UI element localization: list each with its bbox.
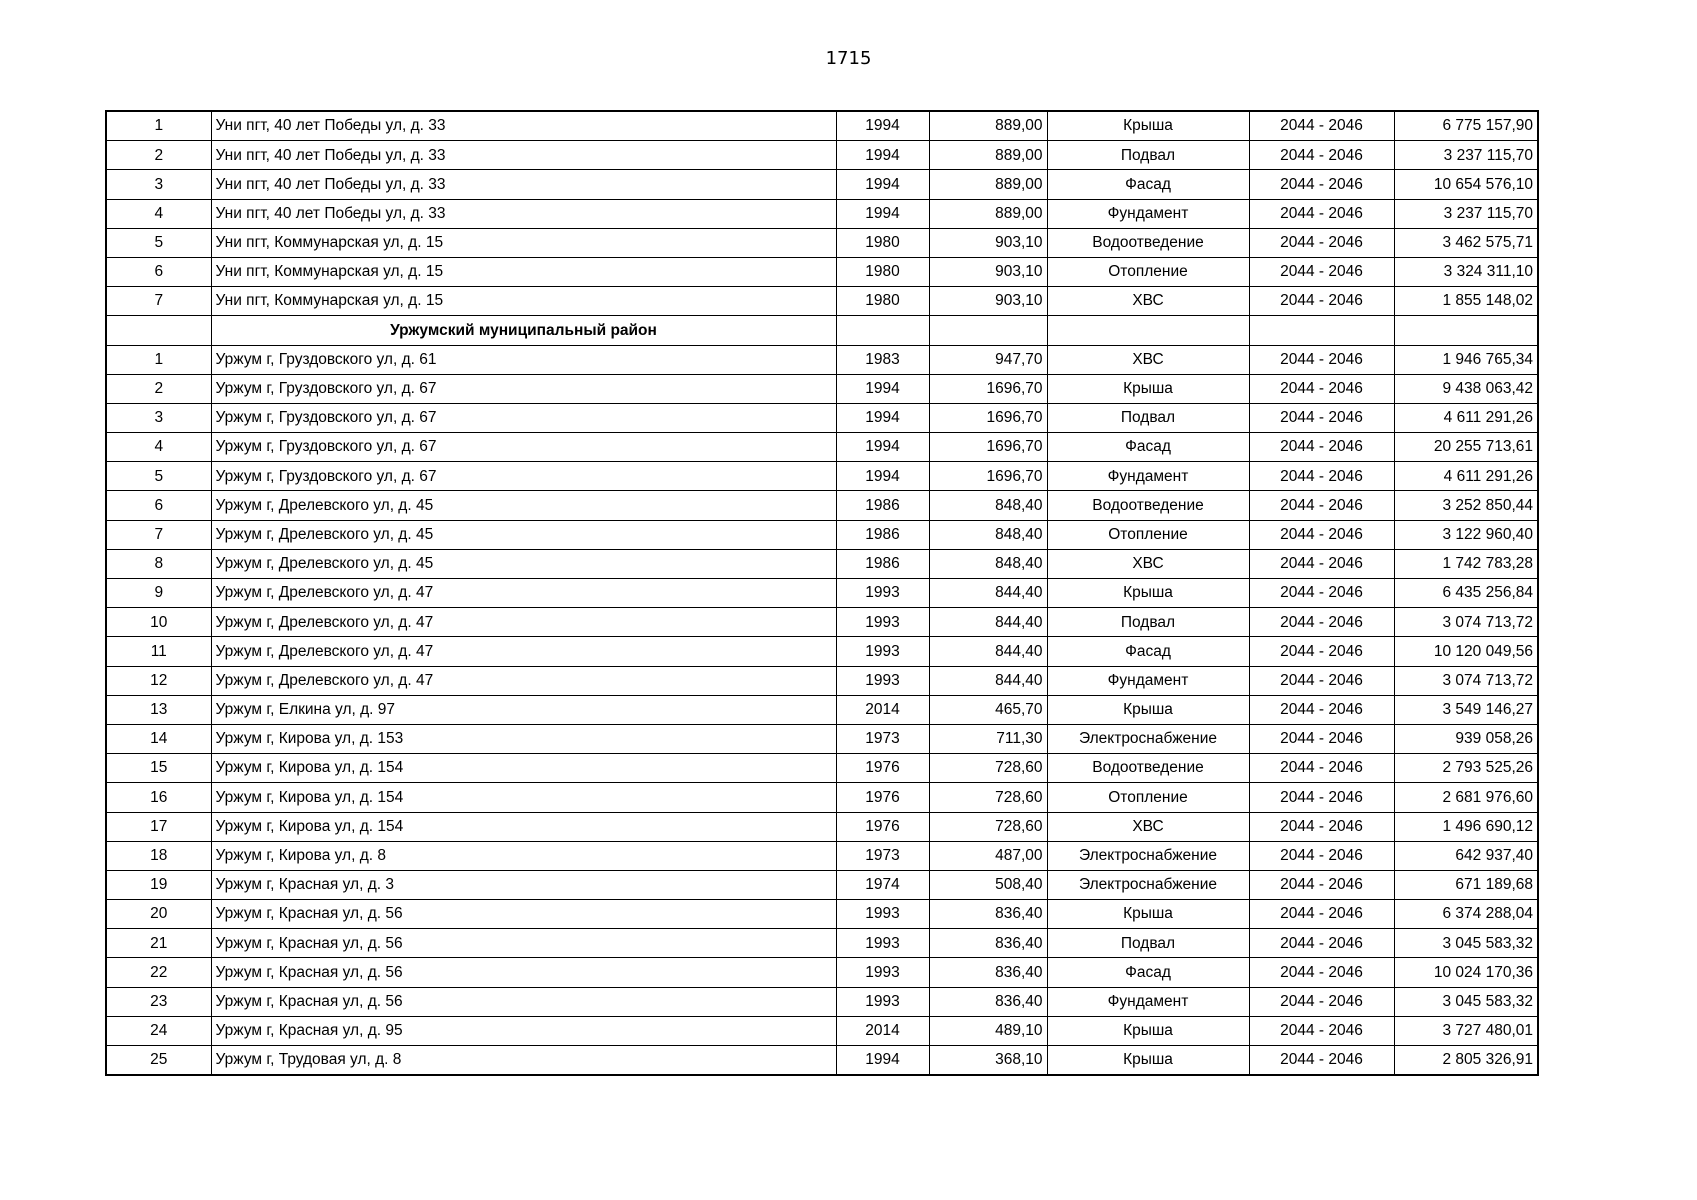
work-type-cell: Крыша — [1047, 1016, 1249, 1045]
work-type-cell: Фасад — [1047, 170, 1249, 199]
table-row — [106, 345, 1538, 374]
year-built-cell: 1994 — [836, 374, 929, 403]
period-cell: 2044 - 2046 — [1249, 900, 1394, 929]
table-row — [106, 958, 1538, 987]
work-type-cell: Фасад — [1047, 958, 1249, 987]
cost-cell: 6 775 157,90 — [1394, 111, 1538, 141]
table-row — [106, 812, 1538, 841]
row-number-cell: 17 — [106, 812, 211, 841]
area-cell: 711,30 — [929, 724, 1047, 753]
area-cell: 844,40 — [929, 666, 1047, 695]
table-row — [106, 754, 1538, 783]
area-cell: 836,40 — [929, 900, 1047, 929]
year-built-cell: 1980 — [836, 287, 929, 316]
period-cell: 2044 - 2046 — [1249, 695, 1394, 724]
area-cell: 1696,70 — [929, 403, 1047, 432]
year-built-cell: 1993 — [836, 579, 929, 608]
row-number-cell: 20 — [106, 900, 211, 929]
work-type-cell: ХВС — [1047, 549, 1249, 578]
area-cell: 368,10 — [929, 1046, 1047, 1076]
year-built-cell: 1983 — [836, 345, 929, 374]
row-number-cell: 3 — [106, 403, 211, 432]
year-built-cell: 1986 — [836, 520, 929, 549]
work-type-cell: Крыша — [1047, 1046, 1249, 1076]
row-number-cell — [106, 316, 211, 345]
period-cell — [1249, 316, 1394, 345]
section-title: Уржумский муниципальный район — [211, 316, 836, 345]
year-built-cell: 1973 — [836, 841, 929, 870]
address-cell: Уржум г, Кирова ул, д. 153 — [211, 724, 836, 753]
work-type-cell: Электроснабжение — [1047, 724, 1249, 753]
row-number-cell: 8 — [106, 549, 211, 578]
year-built-cell: 1976 — [836, 812, 929, 841]
area-cell: 889,00 — [929, 141, 1047, 170]
area-cell: 889,00 — [929, 199, 1047, 228]
year-built-cell: 1994 — [836, 170, 929, 199]
work-type-cell: Крыша — [1047, 900, 1249, 929]
year-built-cell: 1993 — [836, 666, 929, 695]
cost-cell: 4 611 291,26 — [1394, 462, 1538, 491]
area-cell: 1696,70 — [929, 433, 1047, 462]
year-built-cell: 1980 — [836, 228, 929, 257]
cost-cell: 2 805 326,91 — [1394, 1046, 1538, 1076]
table-row — [106, 433, 1538, 462]
address-cell: Уржум г, Красная ул, д. 56 — [211, 958, 836, 987]
table-row — [106, 287, 1538, 316]
work-type-cell: Фундамент — [1047, 987, 1249, 1016]
address-cell: Уржум г, Кирова ул, д. 8 — [211, 841, 836, 870]
address-cell: Уни пгт, 40 лет Победы ул, д. 33 — [211, 170, 836, 199]
work-type-cell: ХВС — [1047, 345, 1249, 374]
row-number-cell: 9 — [106, 579, 211, 608]
row-number-cell: 5 — [106, 228, 211, 257]
work-type-cell: Водоотведение — [1047, 754, 1249, 783]
table-row — [106, 666, 1538, 695]
period-cell: 2044 - 2046 — [1249, 637, 1394, 666]
area-cell: 489,10 — [929, 1016, 1047, 1045]
area-cell: 844,40 — [929, 579, 1047, 608]
address-cell: Уржум г, Груздовского ул, д. 67 — [211, 433, 836, 462]
address-cell: Уржум г, Красная ул, д. 56 — [211, 900, 836, 929]
work-type-cell: Подвал — [1047, 929, 1249, 958]
table-row — [106, 608, 1538, 637]
work-type-cell: Водоотведение — [1047, 491, 1249, 520]
address-cell: Уржум г, Кирова ул, д. 154 — [211, 754, 836, 783]
period-cell: 2044 - 2046 — [1249, 345, 1394, 374]
cost-cell: 3 549 146,27 — [1394, 695, 1538, 724]
cost-cell: 3 462 575,71 — [1394, 228, 1538, 257]
row-number-cell: 18 — [106, 841, 211, 870]
section-row — [106, 316, 1538, 345]
period-cell: 2044 - 2046 — [1249, 666, 1394, 695]
address-cell: Уни пгт, 40 лет Победы ул, д. 33 — [211, 199, 836, 228]
work-type-cell: Водоотведение — [1047, 228, 1249, 257]
work-type-cell: Электроснабжение — [1047, 870, 1249, 899]
row-number-cell: 13 — [106, 695, 211, 724]
cost-cell: 10 024 170,36 — [1394, 958, 1538, 987]
work-type-cell: Фасад — [1047, 637, 1249, 666]
table-row — [106, 111, 1538, 141]
area-cell: 903,10 — [929, 228, 1047, 257]
area-cell: 844,40 — [929, 608, 1047, 637]
period-cell: 2044 - 2046 — [1249, 608, 1394, 637]
table-row — [106, 549, 1538, 578]
work-type-cell — [1047, 316, 1249, 345]
table-row — [106, 520, 1538, 549]
year-built-cell: 1993 — [836, 929, 929, 958]
address-cell: Уржум г, Дрелевского ул, д. 47 — [211, 608, 836, 637]
table-row — [106, 783, 1538, 812]
period-cell: 2044 - 2046 — [1249, 754, 1394, 783]
address-cell: Уни пгт, Коммунарская ул, д. 15 — [211, 257, 836, 286]
address-cell: Уни пгт, Коммунарская ул, д. 15 — [211, 228, 836, 257]
area-cell: 903,10 — [929, 257, 1047, 286]
period-cell: 2044 - 2046 — [1249, 870, 1394, 899]
row-number-cell: 12 — [106, 666, 211, 695]
table-row — [106, 374, 1538, 403]
period-cell: 2044 - 2046 — [1249, 199, 1394, 228]
address-cell: Уржум г, Елкина ул, д. 97 — [211, 695, 836, 724]
period-cell: 2044 - 2046 — [1249, 520, 1394, 549]
cost-cell: 1 946 765,34 — [1394, 345, 1538, 374]
table-row — [106, 929, 1538, 958]
address-cell: Уржум г, Дрелевского ул, д. 47 — [211, 637, 836, 666]
work-type-cell: Фундамент — [1047, 199, 1249, 228]
period-cell: 2044 - 2046 — [1249, 141, 1394, 170]
period-cell: 2044 - 2046 — [1249, 462, 1394, 491]
row-number-cell: 10 — [106, 608, 211, 637]
address-cell: Уржум г, Груздовского ул, д. 67 — [211, 374, 836, 403]
table-row — [106, 841, 1538, 870]
period-cell: 2044 - 2046 — [1249, 403, 1394, 432]
area-cell: 465,70 — [929, 695, 1047, 724]
period-cell: 2044 - 2046 — [1249, 958, 1394, 987]
area-cell: 947,70 — [929, 345, 1047, 374]
cost-cell: 3 045 583,32 — [1394, 929, 1538, 958]
year-built-cell: 1973 — [836, 724, 929, 753]
table-row — [106, 1016, 1538, 1045]
period-cell: 2044 - 2046 — [1249, 287, 1394, 316]
cost-cell: 6 374 288,04 — [1394, 900, 1538, 929]
period-cell: 2044 - 2046 — [1249, 783, 1394, 812]
table-row — [106, 579, 1538, 608]
address-cell: Уржум г, Дрелевского ул, д. 45 — [211, 520, 836, 549]
row-number-cell: 5 — [106, 462, 211, 491]
year-built-cell: 1993 — [836, 637, 929, 666]
area-cell: 1696,70 — [929, 374, 1047, 403]
area-cell: 848,40 — [929, 491, 1047, 520]
year-built-cell: 1986 — [836, 549, 929, 578]
period-cell: 2044 - 2046 — [1249, 228, 1394, 257]
work-type-cell: Отопление — [1047, 520, 1249, 549]
area-cell: 889,00 — [929, 111, 1047, 141]
period-cell: 2044 - 2046 — [1249, 170, 1394, 199]
cost-cell: 3 045 583,32 — [1394, 987, 1538, 1016]
period-cell: 2044 - 2046 — [1249, 841, 1394, 870]
row-number-cell: 21 — [106, 929, 211, 958]
year-built-cell: 1994 — [836, 1046, 929, 1076]
row-number-cell: 1 — [106, 345, 211, 374]
address-cell: Уржум г, Красная ул, д. 3 — [211, 870, 836, 899]
table-row — [106, 900, 1538, 929]
row-number-cell: 1 — [106, 111, 211, 141]
year-built-cell: 1993 — [836, 608, 929, 637]
address-cell: Уржум г, Дрелевского ул, д. 45 — [211, 491, 836, 520]
table-row — [106, 403, 1538, 432]
period-cell: 2044 - 2046 — [1249, 1046, 1394, 1076]
row-number-cell: 11 — [106, 637, 211, 666]
year-built-cell: 1974 — [836, 870, 929, 899]
table-row — [106, 462, 1538, 491]
area-cell: 728,60 — [929, 812, 1047, 841]
table-row — [106, 491, 1538, 520]
area-cell: 487,00 — [929, 841, 1047, 870]
year-built-cell: 1993 — [836, 900, 929, 929]
cost-cell: 3 074 713,72 — [1394, 666, 1538, 695]
work-type-cell: Фасад — [1047, 433, 1249, 462]
cost-cell: 4 611 291,26 — [1394, 403, 1538, 432]
cost-cell: 3 252 850,44 — [1394, 491, 1538, 520]
address-cell: Уржум г, Груздовского ул, д. 61 — [211, 345, 836, 374]
work-type-cell: Фундамент — [1047, 462, 1249, 491]
year-built-cell: 1976 — [836, 783, 929, 812]
address-cell: Уржум г, Красная ул, д. 95 — [211, 1016, 836, 1045]
work-type-cell: Фундамент — [1047, 666, 1249, 695]
table-row — [106, 228, 1538, 257]
cost-cell: 1 855 148,02 — [1394, 287, 1538, 316]
cost-cell: 3 074 713,72 — [1394, 608, 1538, 637]
year-built-cell: 1976 — [836, 754, 929, 783]
cost-cell: 10 654 576,10 — [1394, 170, 1538, 199]
address-cell: Уржум г, Груздовского ул, д. 67 — [211, 403, 836, 432]
row-number-cell: 2 — [106, 374, 211, 403]
cost-cell: 3 727 480,01 — [1394, 1016, 1538, 1045]
work-type-cell: Подвал — [1047, 141, 1249, 170]
row-number-cell: 19 — [106, 870, 211, 899]
address-cell: Уржум г, Дрелевского ул, д. 47 — [211, 666, 836, 695]
page-number: 1715 — [825, 48, 872, 69]
repair-schedule-table — [105, 110, 1539, 1076]
work-type-cell: Отопление — [1047, 257, 1249, 286]
area-cell: 728,60 — [929, 754, 1047, 783]
address-cell: Уржум г, Груздовского ул, д. 67 — [211, 462, 836, 491]
work-type-cell: Крыша — [1047, 579, 1249, 608]
row-number-cell: 23 — [106, 987, 211, 1016]
row-number-cell: 6 — [106, 491, 211, 520]
row-number-cell: 7 — [106, 287, 211, 316]
table-row — [106, 257, 1538, 286]
table-row — [106, 987, 1538, 1016]
row-number-cell: 2 — [106, 141, 211, 170]
table-row — [106, 1046, 1538, 1076]
area-cell: 1696,70 — [929, 462, 1047, 491]
address-cell: Уржум г, Кирова ул, д. 154 — [211, 783, 836, 812]
table-row — [106, 170, 1538, 199]
period-cell: 2044 - 2046 — [1249, 579, 1394, 608]
cost-cell: 6 435 256,84 — [1394, 579, 1538, 608]
table-body — [106, 111, 1538, 1075]
row-number-cell: 4 — [106, 199, 211, 228]
area-cell: 508,40 — [929, 870, 1047, 899]
row-number-cell: 24 — [106, 1016, 211, 1045]
work-type-cell: Отопление — [1047, 783, 1249, 812]
cost-cell: 3 324 311,10 — [1394, 257, 1538, 286]
address-cell: Уржум г, Трудовая ул, д. 8 — [211, 1046, 836, 1076]
address-cell: Уржум г, Дрелевского ул, д. 45 — [211, 549, 836, 578]
work-type-cell: Крыша — [1047, 111, 1249, 141]
row-number-cell: 3 — [106, 170, 211, 199]
area-cell — [929, 316, 1047, 345]
area-cell: 889,00 — [929, 170, 1047, 199]
row-number-cell: 16 — [106, 783, 211, 812]
cost-cell: 20 255 713,61 — [1394, 433, 1538, 462]
year-built-cell: 1994 — [836, 433, 929, 462]
row-number-cell: 25 — [106, 1046, 211, 1076]
table-row — [106, 724, 1538, 753]
work-type-cell: ХВС — [1047, 287, 1249, 316]
period-cell: 2044 - 2046 — [1249, 111, 1394, 141]
cost-cell: 1 742 783,28 — [1394, 549, 1538, 578]
address-cell: Уржум г, Дрелевского ул, д. 47 — [211, 579, 836, 608]
year-built-cell: 2014 — [836, 1016, 929, 1045]
period-cell: 2044 - 2046 — [1249, 374, 1394, 403]
year-built-cell: 1994 — [836, 141, 929, 170]
cost-cell: 3 237 115,70 — [1394, 141, 1538, 170]
address-cell: Уни пгт, Коммунарская ул, д. 15 — [211, 287, 836, 316]
period-cell: 2044 - 2046 — [1249, 724, 1394, 753]
area-cell: 848,40 — [929, 520, 1047, 549]
cost-cell: 3 237 115,70 — [1394, 199, 1538, 228]
address-cell: Уни пгт, 40 лет Победы ул, д. 33 — [211, 141, 836, 170]
table-row — [106, 141, 1538, 170]
table-row — [106, 870, 1538, 899]
address-cell: Уржум г, Кирова ул, д. 154 — [211, 812, 836, 841]
row-number-cell: 6 — [106, 257, 211, 286]
cost-cell: 10 120 049,56 — [1394, 637, 1538, 666]
period-cell: 2044 - 2046 — [1249, 929, 1394, 958]
period-cell: 2044 - 2046 — [1249, 812, 1394, 841]
cost-cell: 939 058,26 — [1394, 724, 1538, 753]
area-cell: 848,40 — [929, 549, 1047, 578]
period-cell: 2044 - 2046 — [1249, 433, 1394, 462]
year-built-cell: 1994 — [836, 403, 929, 432]
address-cell: Уни пгт, 40 лет Победы ул, д. 33 — [211, 111, 836, 141]
area-cell: 836,40 — [929, 987, 1047, 1016]
period-cell: 2044 - 2046 — [1249, 1016, 1394, 1045]
period-cell: 2044 - 2046 — [1249, 549, 1394, 578]
cost-cell: 2 681 976,60 — [1394, 783, 1538, 812]
year-built-cell: 2014 — [836, 695, 929, 724]
cost-cell: 2 793 525,26 — [1394, 754, 1538, 783]
year-built-cell: 1980 — [836, 257, 929, 286]
work-type-cell: Подвал — [1047, 403, 1249, 432]
year-built-cell — [836, 316, 929, 345]
row-number-cell: 15 — [106, 754, 211, 783]
cost-cell: 1 496 690,12 — [1394, 812, 1538, 841]
area-cell: 836,40 — [929, 929, 1047, 958]
area-cell: 903,10 — [929, 287, 1047, 316]
period-cell: 2044 - 2046 — [1249, 491, 1394, 520]
address-cell: Уржум г, Красная ул, д. 56 — [211, 929, 836, 958]
year-built-cell: 1994 — [836, 462, 929, 491]
period-cell: 2044 - 2046 — [1249, 987, 1394, 1016]
cost-cell: 3 122 960,40 — [1394, 520, 1538, 549]
row-number-cell: 7 — [106, 520, 211, 549]
cost-cell — [1394, 316, 1538, 345]
table-row — [106, 637, 1538, 666]
cost-cell: 671 189,68 — [1394, 870, 1538, 899]
table-row — [106, 199, 1538, 228]
year-built-cell: 1994 — [836, 199, 929, 228]
area-cell: 836,40 — [929, 958, 1047, 987]
work-type-cell: Подвал — [1047, 608, 1249, 637]
work-type-cell: Электроснабжение — [1047, 841, 1249, 870]
row-number-cell: 4 — [106, 433, 211, 462]
year-built-cell: 1994 — [836, 111, 929, 141]
work-type-cell: Крыша — [1047, 695, 1249, 724]
work-type-cell: Крыша — [1047, 374, 1249, 403]
area-cell: 728,60 — [929, 783, 1047, 812]
area-cell: 844,40 — [929, 637, 1047, 666]
address-cell: Уржум г, Красная ул, д. 56 — [211, 987, 836, 1016]
period-cell: 2044 - 2046 — [1249, 257, 1394, 286]
year-built-cell: 1986 — [836, 491, 929, 520]
row-number-cell: 22 — [106, 958, 211, 987]
cost-cell: 9 438 063,42 — [1394, 374, 1538, 403]
year-built-cell: 1993 — [836, 987, 929, 1016]
year-built-cell: 1993 — [836, 958, 929, 987]
table-row — [106, 695, 1538, 724]
work-type-cell: ХВС — [1047, 812, 1249, 841]
cost-cell: 642 937,40 — [1394, 841, 1538, 870]
row-number-cell: 14 — [106, 724, 211, 753]
